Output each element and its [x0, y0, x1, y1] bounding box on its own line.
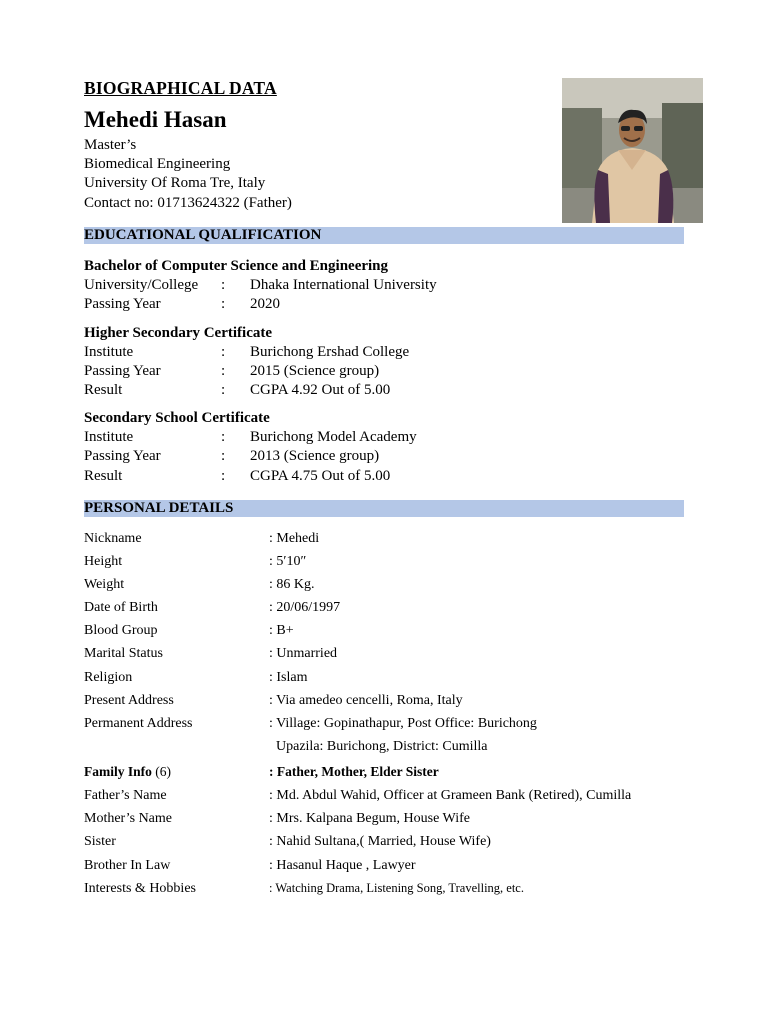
detail-label: Height [84, 554, 123, 569]
edu-label: Passing Year [84, 448, 161, 464]
detail-value: : Village: Gopinathapur, Post Office: Burichong [269, 716, 537, 731]
detail-label: Blood Group [84, 623, 158, 638]
detail-value: : Nahid Sultana,( Married, House Wife) [269, 834, 491, 849]
personal-section-header [84, 500, 684, 517]
education-section-header [84, 227, 684, 244]
detail-value: : Mehedi [269, 531, 320, 546]
edu-value: CGPA 4.75 Out of 5.00 [250, 468, 391, 484]
detail-label: Sister [84, 834, 116, 849]
edu-colon: : [221, 429, 226, 445]
detail-label: Mother’s Name [84, 811, 172, 826]
education-section-title: EDUCATIONAL QUALIFICATION [84, 227, 322, 243]
edu-colon: : [221, 344, 226, 360]
edu-value: 2013 (Science group) [250, 448, 380, 464]
hsc-heading: Higher Secondary Certificate [84, 325, 273, 341]
edu-value: 2015 (Science group) [250, 363, 380, 379]
edu-label: Institute [84, 429, 134, 445]
family-count: (6) [151, 764, 172, 779]
edu-value: Burichong Ershad College [250, 344, 410, 360]
edu-value: Burichong Model Academy [250, 429, 417, 445]
detail-label: Present Address [84, 693, 174, 708]
edu-colon: : [221, 296, 226, 312]
detail-label: Weight [84, 577, 125, 592]
edu-label: University/College [84, 277, 199, 293]
ssc-heading: Secondary School Certificate [84, 410, 270, 426]
edu-label: Result [84, 382, 123, 398]
edu-value: Dhaka International University [250, 277, 437, 293]
detail-label: Nickname [84, 531, 142, 546]
edu-colon: : [221, 363, 226, 379]
profile-photo [562, 78, 703, 223]
edu-label: Passing Year [84, 296, 161, 312]
detail-value: : Mrs. Kalpana Begum, House Wife [269, 811, 470, 826]
edu-label: Result [84, 468, 123, 484]
edu-label: Passing Year [84, 363, 161, 379]
person-name: Mehedi Hasan [84, 107, 227, 132]
university-line: University Of Roma Tre, Italy [84, 175, 266, 191]
detail-label: Father’s Name [84, 788, 167, 803]
edu-value: 2020 [250, 296, 280, 312]
detail-label: Marital Status [84, 646, 163, 661]
document-title: BIOGRAPHICAL DATA [84, 78, 277, 98]
detail-value: : Unmarried [269, 646, 338, 661]
edu-value: CGPA 4.92 Out of 5.00 [250, 382, 391, 398]
detail-value: : Hasanul Haque , Lawyer [269, 858, 416, 873]
detail-label: Permanent Address [84, 716, 193, 731]
edu-colon: : [221, 277, 226, 293]
detail-label: Interests & Hobbies [84, 881, 196, 896]
detail-value: : 20/06/1997 [269, 600, 341, 615]
edu-label: Institute [84, 344, 134, 360]
program-line: Biomedical Engineering [84, 156, 231, 172]
degree-line: Master’s [84, 137, 137, 153]
detail-value: : Watching Drama, Listening Song, Travelling, etc. [269, 881, 524, 895]
family-info-value: : Father, Mother, Elder Sister [269, 764, 439, 779]
detail-label: Brother In Law [84, 858, 171, 873]
family-info-label-group [84, 764, 171, 780]
edu-colon: : [221, 468, 226, 484]
edu-colon: : [221, 448, 226, 464]
detail-value: : Md. Abdul Wahid, Officer at Grameen Bank (Retired), Cumilla [269, 788, 632, 803]
detail-value: : 5′10″ [269, 554, 307, 569]
detail-value-continuation: Upazila: Burichong, District: Cumilla [269, 739, 488, 754]
edu-colon: : [221, 382, 226, 398]
bachelor-heading: Bachelor of Computer Science and Engineering [84, 258, 389, 274]
detail-label: Date of Birth [84, 600, 158, 615]
personal-section-title: PERSONAL DETAILS [84, 500, 234, 516]
detail-value: : 86 Kg. [269, 577, 315, 592]
detail-value: : Via amedeo cencelli, Roma, Italy [269, 693, 463, 708]
contact-line: Contact no: 01713624322 (Father) [84, 195, 292, 211]
detail-label: Family Info [84, 764, 152, 779]
detail-label: Religion [84, 670, 133, 685]
detail-value: : Islam [269, 670, 308, 685]
detail-value: : B+ [269, 623, 294, 638]
